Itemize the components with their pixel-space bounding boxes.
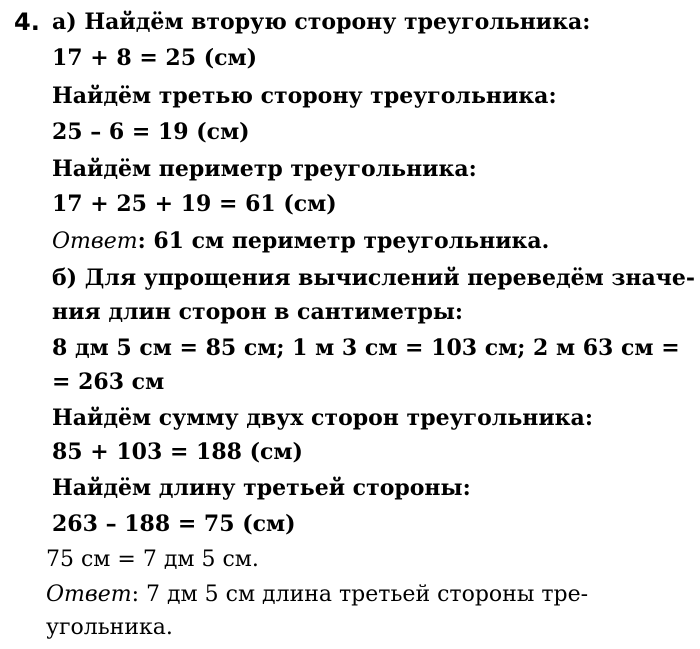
part-b-calc-2: 263 – 188 = 75 (см) — [52, 511, 296, 537]
part-b-answer-2: угольника. — [46, 615, 173, 640]
part-b-conversion-2: = 263 см — [52, 369, 165, 395]
part-a-answer-text: : 61 см периметр треугольника. — [137, 228, 550, 254]
part-a-calc-3: 17 + 25 + 19 = 61 (см) — [52, 191, 337, 217]
part-a-calc-1: 17 + 8 = 25 (см) — [52, 45, 258, 71]
part-a-answer-label: Ответ — [52, 229, 138, 254]
part-b-text-3: Найдём сумму двух сторон треугольника: — [52, 405, 593, 431]
part-b-text-2: ния длин сторон в сантиметры: — [52, 299, 464, 325]
part-a-line-1 — [52, 6, 590, 38]
part-b-text-4: Найдём длину третьей стороны: — [52, 475, 471, 501]
part-b-line-1 — [52, 262, 695, 294]
part-a-text-3: Найдём периметр треугольника: — [52, 156, 477, 182]
task-number: 4. — [14, 8, 40, 36]
part-a-text-2: Найдём третью сторону треугольника: — [52, 83, 557, 109]
part-b-conversion-1: 8 дм 5 см = 85 см; 1 м 3 см = 103 см; 2 м 63 см = — [52, 335, 680, 361]
part-a-answer — [52, 225, 549, 258]
part-b-text-1: Для упрощения вычислений переведём значе- — [84, 265, 696, 291]
part-a-label: а) — [52, 9, 77, 35]
part-a-calc-2: 25 – 6 = 19 (см) — [52, 119, 250, 145]
part-b-label: б) — [52, 265, 78, 291]
part-b-answer-1 — [46, 579, 588, 611]
part-b-conversion-3: 75 см = 7 дм 5 см. — [46, 547, 259, 572]
part-b-answer-label: Ответ — [46, 582, 132, 607]
part-b-calc-1: 85 + 103 = 188 (см) — [52, 439, 303, 465]
part-b-answer-text-1: : 7 дм 5 см длина третьей стороны тре- — [131, 582, 589, 607]
part-a-text-1: Найдём вторую сторону треугольника: — [84, 9, 591, 35]
